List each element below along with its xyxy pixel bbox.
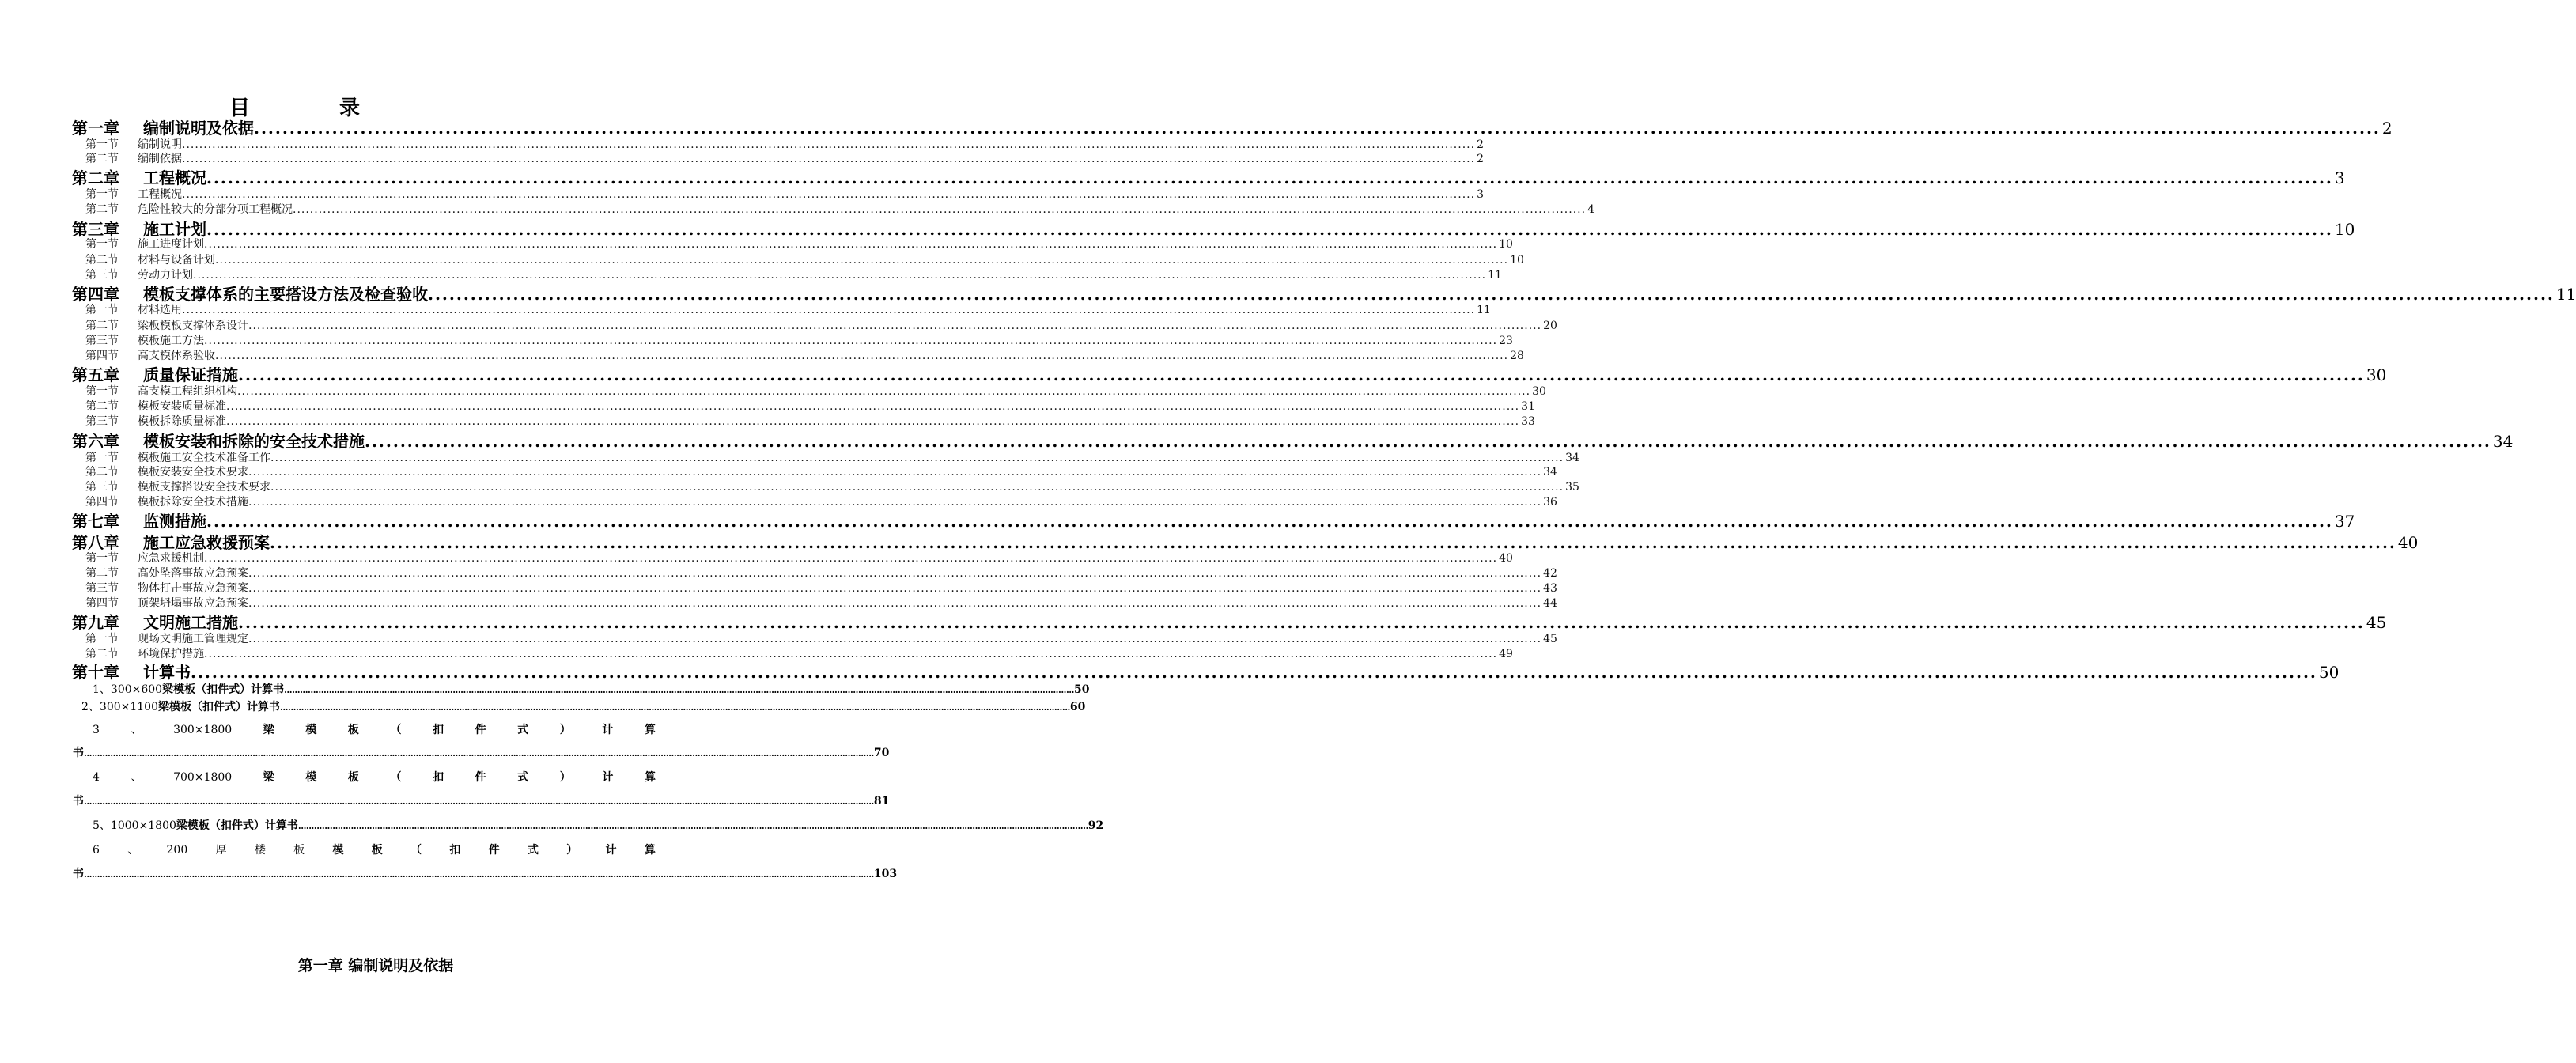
toc-entry-number: 第十章: [72, 663, 119, 682]
toc-chapter-entry: [72, 365, 2387, 384]
toc-entry-page: 37: [2334, 512, 2355, 531]
dot-leader: ............................................................................................................................................................................................................................................................................................................: [204, 648, 1498, 660]
calc-entry-page: 103: [873, 868, 898, 880]
calc-entry-char: 模: [305, 771, 317, 784]
toc-entry-number: 第七章: [72, 512, 119, 531]
toc-chapter-entry: [72, 512, 2355, 531]
calc-entry-justified: [93, 769, 656, 786]
calc-entry-char: 700×1800: [173, 771, 233, 784]
dot-leader: ............................................................................................................................................................................................................................................................................................................: [226, 400, 1520, 413]
toc-entry-page: 11: [2555, 285, 2576, 304]
calc-entry-prefix: 2、300×1100: [81, 701, 158, 713]
calc-entry-char: 、: [131, 724, 142, 736]
calc-entry-justified: [93, 842, 656, 859]
toc-entry-page: 28: [1510, 350, 1524, 362]
toc-chapter-entry: [72, 533, 2419, 552]
dot-leader: ............................................................................................................................................................................................................................................................................................................: [248, 582, 1542, 595]
dot-leader: ............................................................................................................................................................................................................................................................................................................: [182, 153, 1476, 165]
calc-entry-char: 扣: [433, 771, 444, 784]
calc-entry-char: 模: [305, 724, 317, 736]
toc-entry-page: 4: [1587, 203, 1594, 216]
dot-leader: ............................................................................................................................................................................................................................................................................................................: [191, 663, 2317, 682]
dot-leader: ............................................................................................................................................................................................................................................................................................................: [248, 633, 1542, 645]
toc-entry-page: 10: [1499, 238, 1513, 251]
toc-chapter-entry: [72, 285, 2576, 304]
dot-leader: ............................................................................................................................................................................................................................................................................................................: [248, 567, 1542, 580]
toc-entry-page: 44: [1543, 597, 1557, 610]
toc-entry-number: 第二节: [85, 153, 119, 165]
toc-entry-title: 编制说明及依据: [143, 119, 254, 138]
calc-entry-char: 计: [602, 724, 614, 736]
calc-entry-char: 6: [93, 844, 100, 857]
toc-section-entry: [85, 551, 1513, 566]
dot-leader: ............................................................................................................................................................................................................................................................................................................: [193, 269, 1487, 282]
toc-entry-number: 第三节: [85, 269, 119, 282]
calc-entry-char: 板: [293, 844, 305, 857]
toc-entry-page: 30: [2366, 365, 2387, 384]
toc-entry-page: 42: [1543, 567, 1557, 580]
dot-leader: ............................................................................................................................................................................................................................................................................................................: [270, 452, 1564, 464]
calc-entry-char: 计: [602, 771, 614, 784]
calc-entry-char: 板: [347, 771, 359, 784]
toc-entry-page: 23: [1499, 335, 1513, 347]
toc-section-entry: [85, 349, 1524, 363]
toc-section-entry: [85, 268, 1502, 282]
dot-leader: ............................................................................................................................................................................................................................................................................................................: [284, 685, 1074, 695]
toc-entry-number: 第五章: [72, 365, 119, 384]
toc-entry-number: 第三节: [85, 335, 119, 347]
toc-entry-title: 计算书: [143, 663, 191, 682]
toc-chapter-entry: [72, 168, 2345, 187]
toc-entry-page: 2: [1477, 153, 1484, 165]
toc-entry-title: 高支模工程组织机构: [138, 385, 237, 398]
calc-entry-title: 梁模板（扣件式）计算书: [162, 683, 285, 696]
toc-entry-number: 第一节: [85, 385, 119, 398]
dot-leader: ............................................................................................................................................................................................................................................................................................................: [204, 552, 1498, 565]
toc-entry-number: 第三节: [85, 415, 119, 428]
calc-entry-char: 200: [166, 844, 188, 857]
toc-entry-title: 梁板模板支撑体系设计: [138, 320, 248, 332]
calc-entry-char: 模: [332, 844, 344, 857]
toc-entry-page: 34: [1565, 452, 1579, 464]
dot-leader: ............................................................................................................................................................................................................................................................................................................: [270, 533, 2396, 552]
toc-entry-title: 高支模体系验收: [138, 350, 215, 362]
toc-entry-page: 11: [1477, 304, 1491, 316]
calc-entry-page: 50: [1073, 683, 1090, 696]
toc-entry-page: 40: [1499, 552, 1513, 565]
toc-entry-title: 物体打击事故应急预案: [138, 582, 248, 595]
toc-entry-number: 第二节: [85, 648, 119, 660]
toc-entry-title: 应急求援机制: [138, 552, 204, 565]
calc-entry-char: 4: [93, 771, 100, 784]
toc-entry-page: 45: [2366, 613, 2387, 632]
toc-title: 目 录: [229, 96, 402, 120]
calc-entry-char: 式: [527, 844, 539, 857]
toc-entry-page: 43: [1543, 582, 1557, 595]
calc-entry-char: ）: [566, 844, 578, 857]
toc-section-entry: [85, 152, 1484, 166]
dot-leader: ............................................................................................................................................................................................................................................................................................................: [84, 796, 874, 807]
calc-entry-char: 、: [127, 844, 139, 857]
toc-entry-title: 材料与设备计划: [138, 254, 215, 267]
toc-entry-number: 第二节: [85, 254, 119, 267]
dot-leader: ............................................................................................................................................................................................................................................................................................................: [254, 119, 2381, 138]
dot-leader: ............................................................................................................................................................................................................................................................................................................: [293, 203, 1587, 216]
toc-section-entry: [85, 451, 1579, 465]
toc-entry-page: 35: [1565, 481, 1579, 494]
calc-entry-continuation: [73, 866, 898, 882]
dot-leader: ............................................................................................................................................................................................................................................................................................................: [248, 466, 1542, 479]
dot-leader: ............................................................................................................................................................................................................................................................................................................: [297, 821, 1088, 831]
toc-entry-title: 施工应急救援预案: [143, 533, 270, 552]
toc-section-entry: [85, 399, 1535, 414]
toc-entry-number: 第一节: [85, 633, 119, 645]
toc-entry-page: 45: [1543, 633, 1557, 645]
dot-leader: ............................................................................................................................................................................................................................................................................................................: [238, 365, 2365, 384]
toc-entry-number: 第三章: [72, 220, 119, 239]
calc-entry-char: 算: [644, 844, 656, 857]
dot-leader: ............................................................................................................................................................................................................................................................................................................: [84, 869, 874, 880]
dot-leader: ............................................................................................................................................................................................................................................................................................................: [238, 613, 2365, 632]
calc-entry-char: 、: [131, 771, 142, 784]
toc-entry-page: 3: [2334, 168, 2345, 187]
dot-leader: ............................................................................................................................................................................................................................................................................................................: [226, 415, 1520, 428]
dot-leader: ............................................................................................................................................................................................................................................................................................................: [204, 238, 1498, 251]
toc-entry-title: 编制依据: [138, 153, 182, 165]
toc-entry-number: 第一节: [85, 238, 119, 251]
calc-entry: [93, 818, 1104, 834]
calc-entry-char: 扣: [433, 724, 444, 736]
dot-leader: ............................................................................................................................................................................................................................................................................................................: [84, 748, 874, 758]
toc-entry-title: 监测措施: [143, 512, 206, 531]
toc-entry-number: 第八章: [72, 533, 119, 552]
toc-section-entry: [85, 632, 1557, 646]
dot-leader: ............................................................................................................................................................................................................................................................................................................: [237, 385, 1531, 398]
toc-entry-number: 第三节: [85, 481, 119, 494]
toc-section-entry: [85, 319, 1557, 333]
toc-entry-number: 第四节: [85, 597, 119, 610]
dot-leader: ............................................................................................................................................................................................................................................................................................................: [428, 285, 2555, 304]
dot-leader: ............................................................................................................................................................................................................................................................................................................: [215, 350, 1509, 362]
toc-entry-number: 第一章: [72, 119, 119, 138]
toc-entry-title: 模板拆除安全技术措施: [138, 496, 248, 509]
toc-entry-page: 10: [2334, 220, 2355, 239]
toc-chapter-entry: [72, 432, 2514, 451]
calc-entry-page: 81: [873, 795, 890, 808]
toc-entry-title: 危险性较大的分部分项工程概况: [138, 203, 293, 216]
calc-entry-char: （: [390, 724, 402, 736]
toc-entry-number: 第四章: [72, 285, 119, 304]
toc-entry-title: 质量保证措施: [143, 365, 238, 384]
toc-section-entry: [85, 566, 1557, 581]
calc-entry-char: 件: [475, 724, 486, 736]
toc-entry-title: 工程概况: [138, 188, 182, 201]
toc-entry-page: 2: [1477, 138, 1484, 151]
calc-entry-prefix: 1、300×600: [93, 683, 163, 696]
toc-chapter-entry: [72, 220, 2355, 239]
calc-entry-char: 扣: [449, 844, 461, 857]
toc-entry-title: 现场文明施工管理规定: [138, 633, 248, 645]
toc-section-entry: [85, 237, 1513, 252]
toc-entry-title: 劳动力计划: [138, 269, 193, 282]
toc-section-entry: [85, 334, 1513, 348]
calc-entry-char: 式: [517, 724, 529, 736]
toc-entry-title: 模板支撑搭设安全技术要求: [138, 481, 270, 494]
dot-leader: ............................................................................................................................................................................................................................................................................................................: [248, 496, 1542, 509]
toc-entry-title: 模板施工安全技术准备工作: [138, 452, 270, 464]
calc-entry-page: 70: [873, 747, 890, 759]
chapter-heading: 第一章 编制说明及依据: [297, 957, 454, 974]
toc-entry-page: 31: [1521, 400, 1535, 413]
dot-leader: ............................................................................................................................................................................................................................................................................................................: [204, 335, 1498, 347]
toc-chapter-entry: [72, 663, 2340, 682]
toc-entry-page: 40: [2397, 533, 2419, 552]
toc-entry-page: 30: [1532, 385, 1546, 398]
dot-leader: ............................................................................................................................................................................................................................................................................................................: [248, 320, 1542, 332]
toc-section-entry: [85, 187, 1484, 202]
calc-entry-title: 书: [73, 795, 84, 808]
toc-entry-page: 49: [1499, 648, 1513, 660]
calc-entry-char: 板: [371, 844, 383, 857]
toc-entry-page: 34: [2492, 432, 2514, 451]
calc-entry-char: 件: [488, 844, 500, 857]
toc-entry-number: 第一节: [85, 138, 119, 151]
toc-entry-page: 36: [1543, 496, 1557, 509]
toc-entry-title: 环境保护措施: [138, 648, 204, 660]
toc-entry-number: 第一节: [85, 304, 119, 316]
calc-entry-page: 60: [1069, 701, 1086, 713]
calc-entry-title: 梁模板（扣件式）计算书: [158, 701, 280, 713]
toc-entry-title: 工程概况: [143, 168, 206, 187]
calc-entry-char: 算: [644, 724, 656, 736]
calc-entry: [81, 699, 1086, 715]
toc-section-entry: [85, 596, 1557, 611]
calc-entry-page: 92: [1088, 819, 1104, 832]
toc-entry-number: 第一节: [85, 188, 119, 201]
dot-leader: ............................................................................................................................................................................................................................................................................................................: [182, 304, 1476, 316]
toc-entry-page: 20: [1543, 320, 1557, 332]
dot-leader: ............................................................................................................................................................................................................................................................................................................: [280, 702, 1070, 713]
calc-entry-char: 楼: [254, 844, 266, 857]
toc-entry-title: 文明施工措施: [143, 613, 238, 632]
toc-entry-title: 高处坠落事故应急预案: [138, 567, 248, 580]
calc-entry-char: ）: [559, 724, 571, 736]
toc-entry-number: 第二节: [85, 567, 119, 580]
toc-entry-title: 施工计划: [143, 220, 206, 239]
toc-entry-title: 施工进度计划: [138, 238, 204, 251]
toc-entry-page: 50: [2318, 663, 2340, 682]
toc-entry-page: 3: [1477, 188, 1484, 201]
dot-leader: ............................................................................................................................................................................................................................................................................................................: [206, 512, 2333, 531]
toc-entry-number: 第二章: [72, 168, 119, 187]
toc-entry-number: 第二节: [85, 466, 119, 479]
toc-entry-title: 模板施工方法: [138, 335, 204, 347]
toc-entry-title: 编制说明: [138, 138, 182, 151]
calc-entry-char: 式: [517, 771, 529, 784]
toc-entry-page: 33: [1521, 415, 1535, 428]
calc-entry-char: （: [410, 844, 422, 857]
toc-section-entry: [85, 581, 1557, 596]
toc-entry-title: 模板拆除质量标准: [138, 415, 226, 428]
toc-section-entry: [85, 495, 1557, 509]
toc-entry-page: 34: [1543, 466, 1557, 479]
toc-section-entry: [85, 480, 1579, 494]
toc-section-entry: [85, 465, 1557, 479]
dot-leader: ............................................................................................................................................................................................................................................................................................................: [365, 432, 2491, 451]
toc-section-entry: [85, 384, 1546, 399]
calc-entry-prefix: 5、1000×1800: [93, 819, 176, 832]
calc-entry-char: 3: [93, 724, 100, 736]
toc-section-entry: [85, 202, 1594, 217]
calc-entry-continuation: [73, 793, 890, 809]
toc-section-entry: [85, 303, 1491, 317]
toc-entry-page: 2: [2381, 119, 2393, 138]
toc-entry-number: 第二节: [85, 320, 119, 332]
toc-section-entry: [85, 414, 1535, 429]
calc-entry-char: 板: [347, 724, 359, 736]
toc-entry-number: 第六章: [72, 432, 119, 451]
toc-entry-page: 11: [1488, 269, 1502, 282]
toc-chapter-entry: [72, 613, 2387, 632]
dot-leader: ............................................................................................................................................................................................................................................................................................................: [182, 188, 1476, 201]
calc-entry-title: 梁模板（扣件式）计算书: [176, 819, 298, 832]
toc-section-entry: [85, 647, 1513, 661]
calc-entry-char: 300×1800: [173, 724, 233, 736]
calc-entry-char: ）: [559, 771, 571, 784]
toc-entry-number: 第四节: [85, 496, 119, 509]
toc-entry-number: 第一节: [85, 452, 119, 464]
dot-leader: ............................................................................................................................................................................................................................................................................................................: [206, 168, 2333, 187]
toc-chapter-entry: [72, 119, 2393, 138]
calc-entry-char: 梁: [263, 724, 274, 736]
toc-entry-title: 模板安装安全技术要求: [138, 466, 248, 479]
toc-entry-title: 材料选用: [138, 304, 182, 316]
calc-entry-char: 厚: [215, 844, 227, 857]
toc-entry-number: 第一节: [85, 552, 119, 565]
dot-leader: ............................................................................................................................................................................................................................................................................................................: [270, 481, 1564, 494]
toc-entry-number: 第二节: [85, 203, 119, 216]
calc-entry-char: 梁: [263, 771, 274, 784]
calc-entry-continuation: [73, 745, 890, 761]
calc-entry-title: 书: [73, 868, 84, 880]
calc-entry-title: 书: [73, 747, 84, 759]
toc-entry-number: 第九章: [72, 613, 119, 632]
calc-entry-char: 计: [605, 844, 617, 857]
dot-leader: ............................................................................................................................................................................................................................................................................................................: [248, 597, 1542, 610]
calc-entry-char: （: [390, 771, 402, 784]
dot-leader: ............................................................................................................................................................................................................................................................................................................: [182, 138, 1476, 151]
calc-entry-char: 件: [475, 771, 486, 784]
calc-entry-char: 算: [644, 771, 656, 784]
toc-entry-number: 第二节: [85, 400, 119, 413]
toc-section-entry: [85, 253, 1524, 267]
toc-section-entry: [85, 138, 1484, 152]
toc-entry-title: 顶架坍塌事故应急预案: [138, 597, 248, 610]
toc-entry-title: 模板支撑体系的主要搭设方法及检查验收: [143, 285, 428, 304]
dot-leader: ............................................................................................................................................................................................................................................................................................................: [215, 254, 1509, 267]
toc-entry-number: 第三节: [85, 582, 119, 595]
calc-entry: [93, 682, 1090, 698]
calc-entry-justified: [93, 721, 656, 739]
toc-entry-number: 第四节: [85, 350, 119, 362]
toc-entry-title: 模板安装和拆除的安全技术措施: [143, 432, 365, 451]
toc-entry-page: 10: [1510, 254, 1524, 267]
dot-leader: ............................................................................................................................................................................................................................................................................................................: [206, 220, 2333, 239]
toc-entry-title: 模板安装质量标准: [138, 400, 226, 413]
